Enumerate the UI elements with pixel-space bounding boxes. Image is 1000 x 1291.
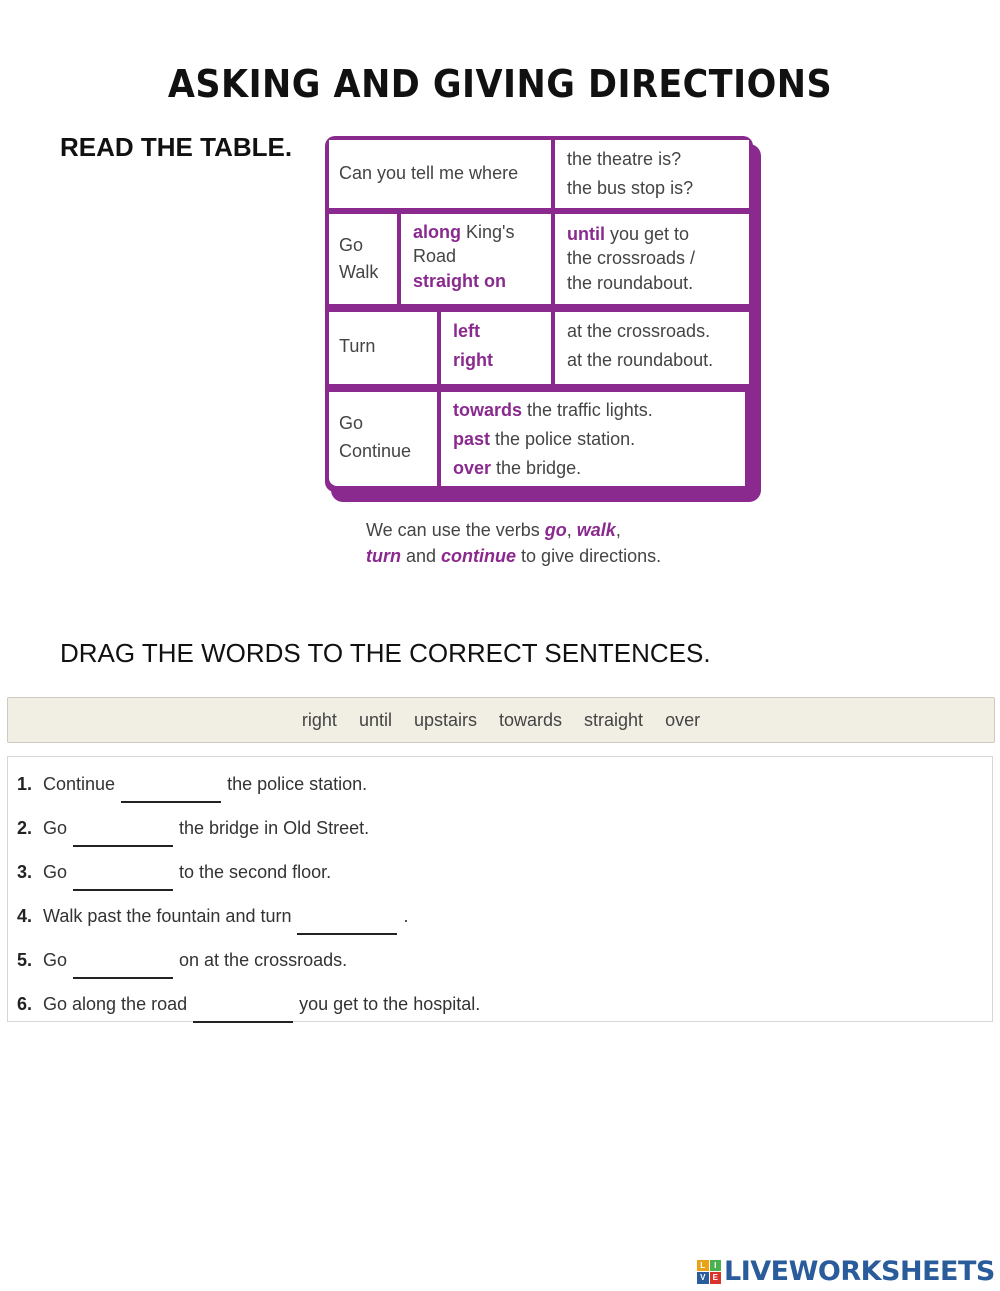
grammar-table xyxy=(325,136,761,502)
word-bank xyxy=(7,697,995,743)
table-cell-question xyxy=(329,140,551,208)
note-go: go xyxy=(544,520,567,540)
question-text-before: Go xyxy=(43,862,68,882)
question-number: 3. xyxy=(17,862,33,882)
drag-instruction: DRAG THE WORDS TO THE CORRECT SENTENCES. xyxy=(60,638,711,668)
logo-letter-l: L xyxy=(697,1260,709,1272)
logo-letter-i: I xyxy=(710,1260,722,1272)
logo-grid-icon xyxy=(697,1260,721,1284)
keyword-until: until xyxy=(567,224,605,244)
grammar-note xyxy=(366,517,661,569)
note-text-and: and xyxy=(401,546,442,567)
question-text-after: . xyxy=(403,906,409,926)
question-4 xyxy=(17,901,409,927)
verb-go: Go xyxy=(339,235,364,255)
word-straight[interactable]: straight xyxy=(584,709,644,730)
read-table-instruction: READ THE TABLE. xyxy=(60,132,293,162)
table-cell-places xyxy=(555,140,749,208)
until-text: you get to xyxy=(605,224,690,244)
question-text-before: Go along the road xyxy=(43,994,188,1014)
place-theatre: the theatre is? xyxy=(567,149,682,169)
table-cell-until xyxy=(555,214,749,304)
question-number: 4. xyxy=(17,906,33,926)
table-cell-at xyxy=(555,312,749,384)
note-turn: turn xyxy=(366,546,401,567)
verb-turn: Turn xyxy=(339,336,376,356)
question-text-after: to the second floor. xyxy=(179,862,332,882)
note-comma-2: , xyxy=(615,520,621,540)
question-1 xyxy=(17,769,367,795)
note-comma: , xyxy=(566,520,577,540)
place-bus-stop: the bus stop is? xyxy=(567,177,694,198)
question-text-after: the bridge in Old Street. xyxy=(179,818,370,838)
kings-text: King's xyxy=(461,222,515,242)
police-station-text: the police station. xyxy=(490,428,636,449)
drop-zone-4[interactable] xyxy=(297,909,397,935)
verb-continue: Continue xyxy=(339,440,412,461)
keyword-along: along xyxy=(413,222,461,242)
exercise-panel xyxy=(7,756,993,1022)
drop-zone-6[interactable] xyxy=(193,997,293,1023)
keyword-over: over xyxy=(453,457,492,478)
question-text-before: Continue xyxy=(43,774,116,794)
logo-letter-v: V xyxy=(697,1272,709,1284)
note-walk: walk xyxy=(576,520,616,540)
keyword-right: right xyxy=(453,349,493,370)
drop-zone-5[interactable] xyxy=(73,953,173,979)
question-3 xyxy=(17,857,331,883)
drop-zone-2[interactable] xyxy=(73,821,173,847)
table-cell-verbs-go-walk xyxy=(329,214,397,304)
question-text-after: the police station. xyxy=(227,774,368,794)
question-number: 5. xyxy=(17,950,33,970)
logo-letter-e: E xyxy=(710,1272,722,1284)
question-number: 2. xyxy=(17,818,33,838)
keyword-towards: towards xyxy=(453,400,523,420)
question-text-after: you get to the hospital. xyxy=(299,994,481,1014)
road-text: Road xyxy=(413,246,457,267)
word-upstairs[interactable]: upstairs xyxy=(413,709,477,730)
at-roundabout-text: at the roundabout. xyxy=(567,349,714,370)
keyword-straight-on: straight on xyxy=(413,270,506,291)
question-6 xyxy=(17,989,480,1015)
question-number: 6. xyxy=(17,994,33,1014)
word-right[interactable]: right xyxy=(301,709,337,730)
note-text-end: to give directions. xyxy=(516,546,662,567)
page-title: ASKING AND GIVING DIRECTIONS xyxy=(167,62,833,106)
word-towards[interactable]: towards xyxy=(499,709,563,730)
table-cell-verbs-go-continue xyxy=(329,392,437,486)
question-2 xyxy=(17,813,369,839)
keyword-left: left xyxy=(453,321,480,341)
drop-zone-3[interactable] xyxy=(73,865,173,891)
question-text-before: Go xyxy=(43,818,68,838)
bridge-text: the bridge. xyxy=(491,457,582,478)
word-until[interactable]: until xyxy=(358,709,392,730)
note-continue: continue xyxy=(441,546,517,567)
table-cell-prepositions xyxy=(441,392,745,486)
question-phrase: Can you tell me where xyxy=(339,163,519,183)
question-text-before: Go xyxy=(43,950,68,970)
question-number: 1. xyxy=(17,774,33,794)
at-crossroads-text: at the crossroads. xyxy=(567,321,711,341)
logo-text: LIVEWORKSHEETS xyxy=(724,1256,995,1287)
verb-walk: Walk xyxy=(339,262,379,282)
question-5 xyxy=(17,945,347,971)
grammar-table-frame xyxy=(325,136,753,492)
keyword-past: past xyxy=(453,428,491,449)
verb-go-2: Go xyxy=(339,413,364,433)
drop-zone-1[interactable] xyxy=(121,777,221,803)
note-text-1: We can use the verbs xyxy=(366,520,545,540)
table-cell-along xyxy=(401,214,551,304)
word-over[interactable]: over xyxy=(665,709,701,730)
question-text-before: Walk past the fountain and turn xyxy=(43,906,292,926)
table-cell-verb-turn xyxy=(329,312,437,384)
question-text-after: on at the crossroads. xyxy=(179,950,348,970)
liveworksheets-logo[interactable] xyxy=(697,1256,995,1287)
roundabout-text: the roundabout. xyxy=(567,272,694,293)
table-cell-left-right xyxy=(441,312,551,384)
traffic-lights-text: the traffic lights. xyxy=(522,400,653,420)
crossroads-text: the crossroads / xyxy=(567,248,696,269)
